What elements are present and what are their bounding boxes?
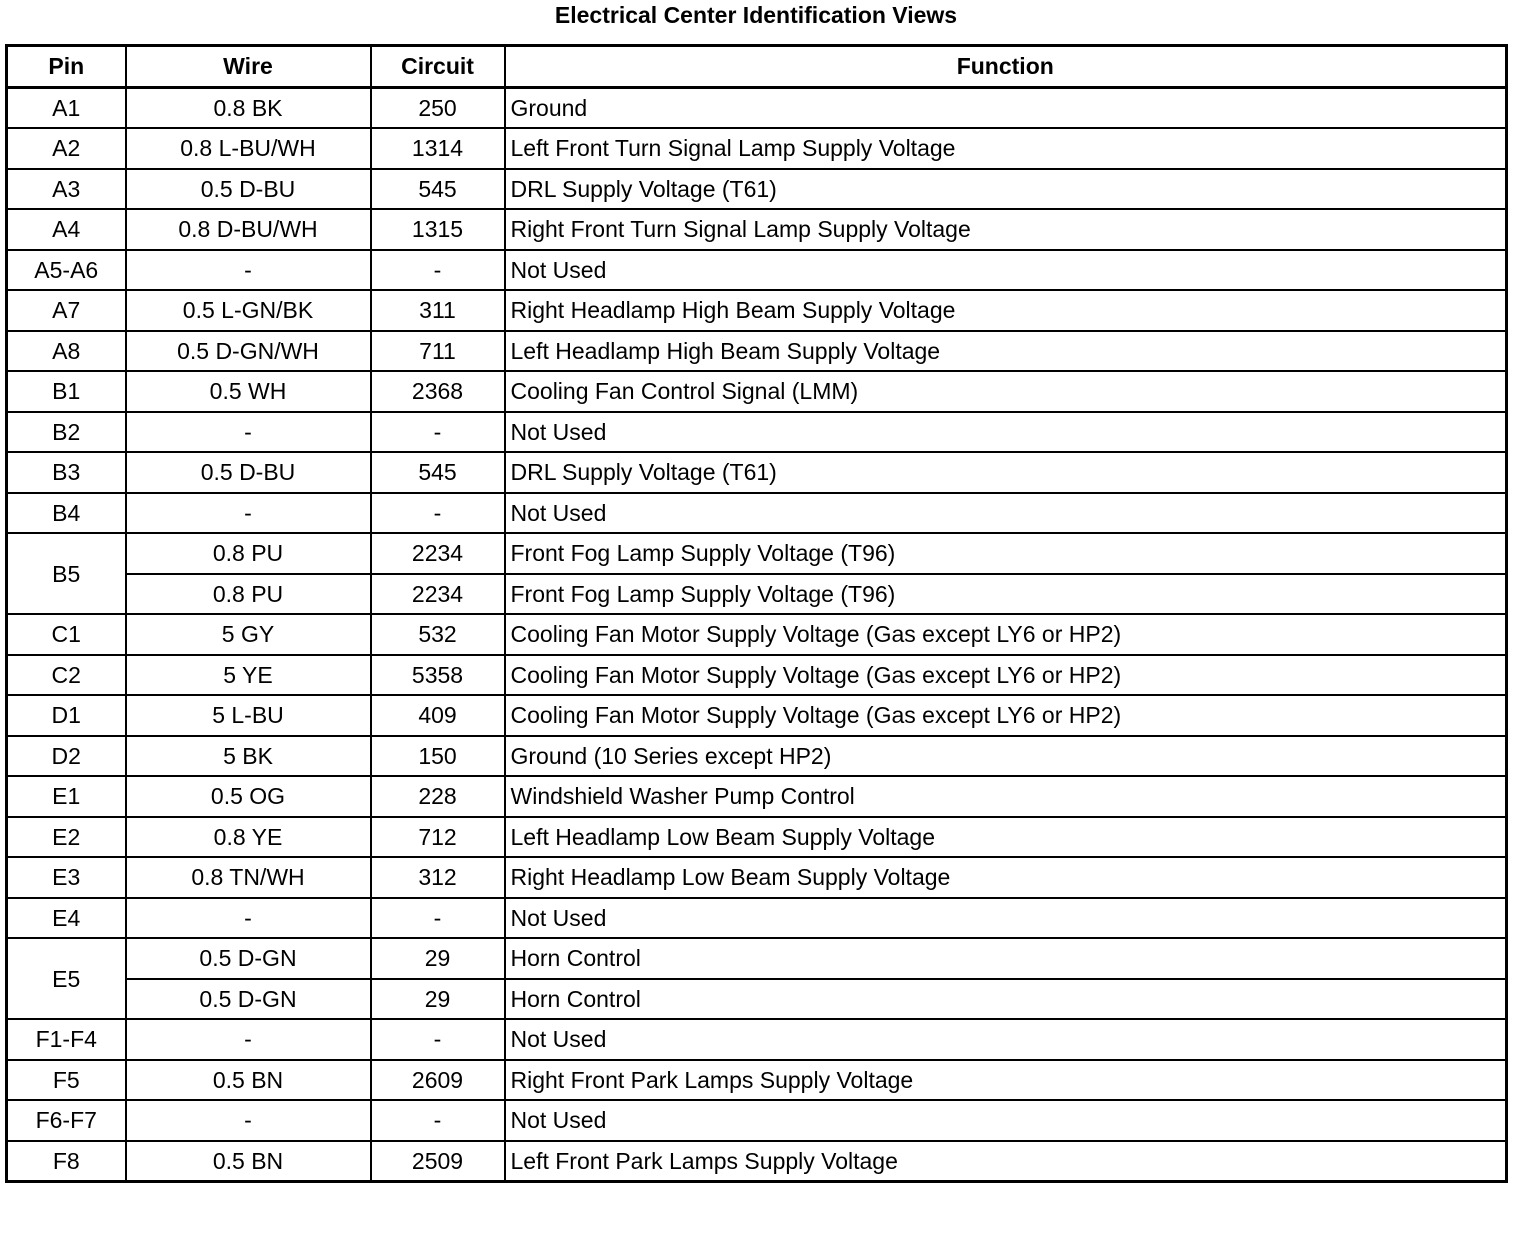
circuit-cell: - <box>371 1019 505 1060</box>
pin-cell: B3 <box>7 452 126 493</box>
wire-cell: 5 L-BU <box>126 695 371 736</box>
table-row <box>7 655 1507 696</box>
wire-cell: - <box>126 412 371 453</box>
function-cell: Ground (10 Series except HP2) <box>505 736 1507 777</box>
function-cell: Right Front Park Lamps Supply Voltage <box>505 1060 1507 1101</box>
wire-cell: 0.8 PU <box>126 574 371 615</box>
function-cell: Ground <box>505 87 1507 128</box>
function-cell: Not Used <box>505 250 1507 291</box>
circuit-cell: 1314 <box>371 128 505 169</box>
wire-cell: - <box>126 1100 371 1141</box>
circuit-cell: 545 <box>371 169 505 210</box>
pin-cell: D2 <box>7 736 126 777</box>
circuit-cell: 2609 <box>371 1060 505 1101</box>
circuit-cell: 228 <box>371 776 505 817</box>
table-row <box>7 1100 1507 1141</box>
header-row <box>7 46 1507 88</box>
function-cell: Right Headlamp High Beam Supply Voltage <box>505 290 1507 331</box>
table-row <box>7 979 1507 1020</box>
pin-cell: C2 <box>7 655 126 696</box>
function-cell: Not Used <box>505 1019 1507 1060</box>
circuit-cell: 250 <box>371 87 505 128</box>
wire-cell: 0.8 BK <box>126 87 371 128</box>
table-row <box>7 776 1507 817</box>
table-row <box>7 290 1507 331</box>
pin-cell: B4 <box>7 493 126 534</box>
table-row <box>7 695 1507 736</box>
wire-cell: 0.5 D-GN <box>126 979 371 1020</box>
pin-cell: A7 <box>7 290 126 331</box>
function-cell: Left Headlamp Low Beam Supply Voltage <box>505 817 1507 858</box>
pin-cell: A3 <box>7 169 126 210</box>
wire-cell: 0.5 OG <box>126 776 371 817</box>
function-cell: Windshield Washer Pump Control <box>505 776 1507 817</box>
circuit-cell: - <box>371 898 505 939</box>
circuit-cell: - <box>371 412 505 453</box>
function-cell: DRL Supply Voltage (T61) <box>505 452 1507 493</box>
wire-cell: 5 YE <box>126 655 371 696</box>
wire-cell: 0.8 L-BU/WH <box>126 128 371 169</box>
table-row <box>7 371 1507 412</box>
table-row <box>7 857 1507 898</box>
wire-cell: 0.5 D-BU <box>126 452 371 493</box>
table-row <box>7 250 1507 291</box>
pin-cell: E5 <box>7 938 126 1019</box>
table-row <box>7 87 1507 128</box>
function-cell: Cooling Fan Control Signal (LMM) <box>505 371 1507 412</box>
wire-cell: 0.5 BN <box>126 1141 371 1182</box>
table-body <box>7 87 1507 1182</box>
circuit-cell: 5358 <box>371 655 505 696</box>
table-row <box>7 574 1507 615</box>
column-header-circuit: Circuit <box>371 46 505 88</box>
wire-cell: - <box>126 493 371 534</box>
table-row <box>7 1141 1507 1182</box>
circuit-cell: 532 <box>371 614 505 655</box>
circuit-cell: 545 <box>371 452 505 493</box>
column-header-pin: Pin <box>7 46 126 88</box>
wire-cell: - <box>126 250 371 291</box>
circuit-cell: 150 <box>371 736 505 777</box>
wire-cell: - <box>126 1019 371 1060</box>
circuit-cell: 2368 <box>371 371 505 412</box>
pin-cell: A2 <box>7 128 126 169</box>
wire-cell: 0.5 D-BU <box>126 169 371 210</box>
wire-cell: - <box>126 898 371 939</box>
function-cell: Not Used <box>505 1100 1507 1141</box>
page-title: Electrical Center Identification Views <box>554 2 958 28</box>
circuit-cell: 409 <box>371 695 505 736</box>
pin-cell: B2 <box>7 412 126 453</box>
wire-cell: 0.8 D-BU/WH <box>126 209 371 250</box>
pin-cell: E1 <box>7 776 126 817</box>
circuit-cell: 2234 <box>371 574 505 615</box>
wire-cell: 0.8 YE <box>126 817 371 858</box>
function-cell: Cooling Fan Motor Supply Voltage (Gas except LY6 or HP2) <box>505 655 1507 696</box>
pin-cell: B1 <box>7 371 126 412</box>
table-row <box>7 817 1507 858</box>
pin-cell: E4 <box>7 898 126 939</box>
function-cell: Front Fog Lamp Supply Voltage (T96) <box>505 574 1507 615</box>
wire-cell: 0.5 D-GN <box>126 938 371 979</box>
circuit-cell: 2234 <box>371 533 505 574</box>
function-cell: Not Used <box>505 412 1507 453</box>
pin-cell: A8 <box>7 331 126 372</box>
wire-cell: 0.5 WH <box>126 371 371 412</box>
function-cell: Horn Control <box>505 938 1507 979</box>
wire-cell: 0.5 D-GN/WH <box>126 331 371 372</box>
function-cell: Left Headlamp High Beam Supply Voltage <box>505 331 1507 372</box>
pin-cell: E3 <box>7 857 126 898</box>
pin-cell: A4 <box>7 209 126 250</box>
wire-cell: 0.8 TN/WH <box>126 857 371 898</box>
pin-cell: D1 <box>7 695 126 736</box>
function-cell: Left Front Park Lamps Supply Voltage <box>505 1141 1507 1182</box>
pin-cell: E2 <box>7 817 126 858</box>
table-row <box>7 938 1507 979</box>
circuit-cell: 711 <box>371 331 505 372</box>
function-cell: Left Front Turn Signal Lamp Supply Voltage <box>505 128 1507 169</box>
circuit-cell: - <box>371 1100 505 1141</box>
function-cell: Right Front Turn Signal Lamp Supply Voltage <box>505 209 1507 250</box>
function-cell: Cooling Fan Motor Supply Voltage (Gas except LY6 or HP2) <box>505 614 1507 655</box>
table-row <box>7 209 1507 250</box>
pin-cell: A5-A6 <box>7 250 126 291</box>
function-cell: Not Used <box>505 898 1507 939</box>
wire-cell: 5 GY <box>126 614 371 655</box>
function-cell: Front Fog Lamp Supply Voltage (T96) <box>505 533 1507 574</box>
pin-cell: C1 <box>7 614 126 655</box>
function-cell: Not Used <box>505 493 1507 534</box>
column-header-wire: Wire <box>126 46 371 88</box>
circuit-cell: 29 <box>371 979 505 1020</box>
circuit-cell: 29 <box>371 938 505 979</box>
table-row <box>7 1060 1507 1101</box>
pin-cell: F5 <box>7 1060 126 1101</box>
pin-cell: F8 <box>7 1141 126 1182</box>
wire-cell: 5 BK <box>126 736 371 777</box>
circuit-cell: 712 <box>371 817 505 858</box>
table-row <box>7 128 1507 169</box>
function-cell: Horn Control <box>505 979 1507 1020</box>
table-row <box>7 412 1507 453</box>
table-row <box>7 533 1507 574</box>
function-cell: DRL Supply Voltage (T61) <box>505 169 1507 210</box>
table-row <box>7 1019 1507 1060</box>
circuit-cell: 2509 <box>371 1141 505 1182</box>
circuit-cell: - <box>371 493 505 534</box>
circuit-cell: 1315 <box>371 209 505 250</box>
wire-cell: 0.5 L-GN/BK <box>126 290 371 331</box>
table-row <box>7 452 1507 493</box>
pin-cell: F6-F7 <box>7 1100 126 1141</box>
circuit-cell: 312 <box>371 857 505 898</box>
wire-cell: 0.5 BN <box>126 1060 371 1101</box>
table-row <box>7 736 1507 777</box>
wire-cell: 0.8 PU <box>126 533 371 574</box>
pin-cell: F1-F4 <box>7 1019 126 1060</box>
table-row <box>7 614 1507 655</box>
pin-cell: A1 <box>7 87 126 128</box>
table-row <box>7 169 1507 210</box>
function-cell: Right Headlamp Low Beam Supply Voltage <box>505 857 1507 898</box>
table-row <box>7 898 1507 939</box>
pin-cell: B5 <box>7 533 126 614</box>
table-row <box>7 331 1507 372</box>
function-cell: Cooling Fan Motor Supply Voltage (Gas except LY6 or HP2) <box>505 695 1507 736</box>
circuit-cell: 311 <box>371 290 505 331</box>
table-row <box>7 493 1507 534</box>
circuit-cell: - <box>371 250 505 291</box>
column-header-function: Function <box>505 46 1507 88</box>
pinout-table <box>5 44 1508 1183</box>
